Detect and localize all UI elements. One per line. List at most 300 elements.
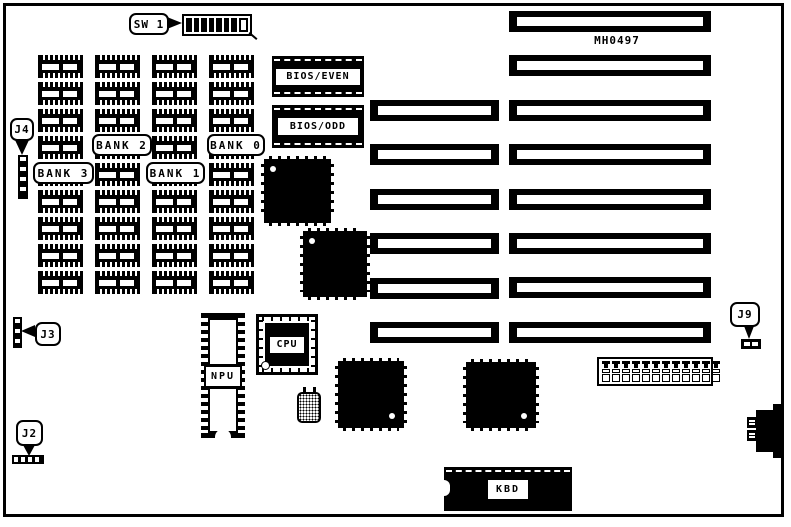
isa-slot-contact: [517, 195, 703, 204]
dram-chip-pins: [152, 100, 197, 105]
dram-chip: [38, 55, 83, 78]
isa-slot-contact: [517, 283, 703, 292]
din-pin-box: [747, 430, 757, 441]
din-pin-box: [747, 417, 757, 428]
dram-chip-body: [95, 114, 140, 127]
cpu-die: [265, 323, 309, 366]
dram-chip-pins: [152, 208, 197, 213]
dram-chip-window: [234, 64, 248, 70]
npu-socket-cavity: [210, 320, 236, 364]
j2-connector: [12, 455, 44, 464]
power-header-cell: [622, 361, 630, 382]
dram-chip-body: [38, 195, 83, 208]
cpu-socket-pins: [311, 320, 315, 369]
j4-connector: [18, 155, 28, 199]
dram-chip-body: [95, 276, 140, 289]
dram-chip-window: [156, 64, 173, 70]
dram-chip-body: [152, 114, 197, 127]
header-square: [682, 374, 690, 382]
keyboard-din-connector: [773, 404, 784, 458]
dram-chip: [38, 82, 83, 105]
dram-chip-body: [209, 222, 254, 235]
dram-chip-pins: [38, 208, 83, 213]
bank3-label: BANK 3: [33, 162, 94, 184]
qfp-pins: [367, 236, 370, 292]
dram-chip-window: [177, 199, 191, 205]
dip-switch-cell: [216, 18, 222, 32]
dram-chip-window: [213, 253, 230, 259]
dram-chip-body: [152, 60, 197, 73]
header-square: [642, 374, 650, 382]
dram-chip-window: [213, 172, 230, 178]
header-slit: [702, 369, 710, 373]
dram-chip-window: [120, 226, 134, 232]
dram-chip-pins: [95, 73, 140, 78]
dram-chip-body: [209, 114, 254, 127]
dram-chip-window: [42, 280, 59, 286]
dram-chip-window: [156, 253, 173, 259]
dram-chip: [152, 217, 197, 240]
qfp-pins: [343, 428, 399, 431]
kbd-controller-chip: [444, 467, 572, 511]
bank0-label: BANK 0: [207, 134, 265, 156]
dram-chip: [38, 190, 83, 213]
isa-slot-contact: [517, 61, 703, 70]
dram-chip: [95, 190, 140, 213]
j4-pointer-arrow: [15, 140, 29, 155]
isa-slot-short: [370, 233, 499, 254]
dip-switch: [182, 14, 252, 36]
dram-chip-window: [99, 226, 116, 232]
cpu-socket-pins: [262, 317, 312, 321]
dram-chip-window: [99, 91, 116, 97]
dram-chip: [95, 217, 140, 240]
header-pin-stem: [714, 364, 718, 368]
qfp-pins: [335, 366, 338, 423]
dram-chip-body: [209, 195, 254, 208]
dram-chip-body: [152, 141, 197, 154]
dram-chip-pins: [152, 73, 197, 78]
qfp-pin1-dot: [521, 413, 527, 419]
dram-chip-window: [177, 118, 191, 124]
header-pin-stem: [624, 364, 628, 368]
qfp-pins: [463, 367, 466, 423]
npu-socket-cavity: [210, 389, 236, 431]
j2-pointer-arrow: [23, 445, 35, 456]
header-square: [692, 374, 700, 382]
dram-chip-window: [156, 199, 173, 205]
dip-switch-cell: [224, 18, 230, 32]
dram-chip-window: [63, 118, 77, 124]
crystal-leg: [313, 387, 316, 394]
dram-chip-window: [120, 253, 134, 259]
header-pin-stem: [654, 364, 658, 368]
dram-chip: [95, 109, 140, 132]
dram-chip-pins: [38, 100, 83, 105]
dram-chip: [209, 109, 254, 132]
dram-chip: [152, 109, 197, 132]
dram-chip-pins: [209, 208, 254, 213]
isa-slot-contact: [378, 195, 491, 204]
dram-chip-window: [234, 118, 248, 124]
header-slit: [622, 369, 630, 373]
j9-callout: J9: [730, 302, 760, 327]
header-slit: [602, 369, 610, 373]
dram-chip-window: [99, 199, 116, 205]
kbd-label: KBD: [488, 480, 528, 499]
dram-chip-window: [63, 145, 77, 151]
j9-pin: [752, 342, 758, 346]
sw1-callout: SW 1: [129, 13, 169, 35]
dram-chip-window: [234, 226, 248, 232]
dram-chip-window: [63, 280, 77, 286]
header-pin-stem: [604, 364, 608, 368]
dram-chip-window: [234, 280, 248, 286]
dram-chip-window: [213, 118, 230, 124]
isa-slot-contact: [378, 150, 491, 159]
qfp-pins: [404, 366, 407, 423]
isa-slot-long: [509, 144, 711, 165]
qfp-pins: [269, 223, 326, 226]
qfp-pins: [261, 164, 264, 218]
dram-chip: [152, 190, 197, 213]
dram-chip-pins: [152, 289, 197, 294]
isa-slot-contact: [378, 106, 491, 115]
cpu-pin1-marker: [261, 361, 270, 370]
dram-chip-body: [38, 114, 83, 127]
qfp-pin1-dot: [270, 166, 276, 172]
dram-chip-body: [152, 249, 197, 262]
dram-chip-pins: [95, 235, 140, 240]
dram-chip-body: [95, 87, 140, 100]
qfp-pins: [471, 428, 531, 431]
qfp-pins: [300, 236, 303, 292]
dram-chip-pins: [209, 181, 254, 186]
bios-even-label: BIOS/EVEN: [276, 69, 360, 85]
dram-chip-window: [177, 145, 191, 151]
crystal-leg: [303, 387, 306, 394]
header-square: [652, 374, 660, 382]
dram-chip-pins: [95, 181, 140, 186]
dram-chip-body: [95, 195, 140, 208]
qfp-chip-2: [303, 231, 367, 297]
dram-chip-window: [42, 145, 59, 151]
npu-socket: [201, 313, 245, 438]
dram-chip-pins: [209, 262, 254, 267]
dram-chip-body: [38, 87, 83, 100]
header-slit: [692, 369, 700, 373]
dram-chip-window: [99, 118, 116, 124]
dram-chip-window: [213, 199, 230, 205]
isa-slot-short: [370, 189, 499, 210]
dram-chip: [209, 82, 254, 105]
power-header-cell: [702, 361, 710, 382]
dip-switch-cell: [239, 18, 249, 32]
dram-chip-window: [42, 253, 59, 259]
qfp-pins: [536, 367, 539, 423]
dram-chip-body: [38, 141, 83, 154]
dram-chip-window: [42, 199, 59, 205]
dram-chip: [152, 136, 197, 159]
dram-chip-pins: [38, 262, 83, 267]
qfp-pins: [308, 228, 362, 231]
dram-chip: [95, 55, 140, 78]
dram-chip: [38, 109, 83, 132]
dram-chip-pins: [152, 127, 197, 132]
dram-chip-body: [38, 60, 83, 73]
j3-callout: J3: [35, 322, 61, 346]
isa-slot-contact: [378, 328, 491, 337]
power-header-cell: [602, 361, 610, 382]
dram-chip: [95, 244, 140, 267]
dram-chip-pins: [38, 73, 83, 78]
dram-chip-body: [209, 87, 254, 100]
power-header-cell: [642, 361, 650, 382]
dram-chip-window: [120, 64, 134, 70]
dram-chip-pins: [95, 208, 140, 213]
dram-chip: [38, 217, 83, 240]
power-header-cell: [712, 361, 720, 382]
dram-chip-body: [95, 60, 140, 73]
dip-switch-cell: [194, 18, 200, 32]
dip-switch-cell: [201, 18, 207, 32]
j9-connector: [741, 339, 761, 349]
qfp-pin1-dot: [309, 238, 315, 244]
dram-chip-window: [177, 64, 191, 70]
dram-chip: [152, 82, 197, 105]
dram-chip-window: [99, 172, 116, 178]
dram-chip-window: [234, 172, 248, 178]
isa-slot-long: [509, 55, 711, 76]
dram-chip-window: [42, 226, 59, 232]
bios-even-chip: [272, 56, 364, 97]
dram-chip-body: [38, 276, 83, 289]
power-header-cell: [652, 361, 660, 382]
power-header-cell: [682, 361, 690, 382]
cpu-label: CPU: [270, 337, 304, 353]
dram-chip-body: [209, 60, 254, 73]
dram-chip-body: [95, 168, 140, 181]
header-slit: [642, 369, 650, 373]
dram-chip: [152, 271, 197, 294]
dip-switch-cell: [231, 18, 237, 32]
dip-switch-cell: [209, 18, 215, 32]
dram-chip-pins: [95, 289, 140, 294]
dram-chip-window: [234, 91, 248, 97]
dram-chip: [209, 244, 254, 267]
dram-chip-body: [209, 168, 254, 181]
cpu-socket-pins: [262, 368, 312, 372]
header-pin-stem: [674, 364, 678, 368]
dram-chip-window: [177, 91, 191, 97]
sw1-pointer-arrow: [167, 17, 182, 29]
header-square: [672, 374, 680, 382]
dram-chip-window: [42, 64, 59, 70]
header-slit: [652, 369, 660, 373]
dram-chip-pins: [209, 127, 254, 132]
dram-chip-body: [209, 276, 254, 289]
header-slit: [682, 369, 690, 373]
dram-chip-window: [213, 64, 230, 70]
dram-chip-window: [120, 199, 134, 205]
dram-chip-pins: [95, 262, 140, 267]
dram-chip: [209, 163, 254, 186]
header-square: [622, 374, 630, 382]
qfp-pins: [269, 156, 326, 159]
dram-chip-pins: [209, 289, 254, 294]
dram-chip: [95, 271, 140, 294]
header-square: [632, 374, 640, 382]
dram-chip-window: [99, 253, 116, 259]
dram-chip-window: [99, 280, 116, 286]
header-pin-stem: [704, 364, 708, 368]
qfp-chip-1: [264, 159, 331, 223]
crystal-oscillator: [297, 392, 321, 423]
bios-odd-label: BIOS/ODD: [278, 118, 358, 135]
qfp-pins: [308, 297, 362, 300]
dram-chip-body: [152, 87, 197, 100]
dram-chip-pins: [209, 235, 254, 240]
isa-slot-contact: [517, 239, 703, 248]
header-slit: [672, 369, 680, 373]
isa-slot-short: [370, 100, 499, 121]
dram-chip-window: [42, 91, 59, 97]
dram-chip: [152, 55, 197, 78]
header-square: [712, 374, 720, 382]
dram-chip: [209, 55, 254, 78]
dram-chip-window: [156, 118, 173, 124]
header-slit: [612, 369, 620, 373]
dram-chip-pins: [209, 73, 254, 78]
qfp-pin1-dot: [389, 413, 395, 419]
dram-chip-window: [120, 172, 134, 178]
qfp-chip-3: [338, 361, 404, 428]
isa-slot-short: [370, 144, 499, 165]
header-pin-stem: [644, 364, 648, 368]
bios-odd-chip: [272, 105, 364, 148]
power-header-cell: [662, 361, 670, 382]
dram-chip-window: [120, 118, 134, 124]
isa-slot-long: [509, 277, 711, 298]
dram-chip-window: [63, 64, 77, 70]
dram-chip-pins: [38, 289, 83, 294]
dram-chip: [38, 244, 83, 267]
dram-chip-body: [95, 249, 140, 262]
power-header-cell: [672, 361, 680, 382]
isa-slot-contact: [517, 17, 703, 26]
isa-slot-long: [509, 100, 711, 121]
isa-slot-long: [509, 233, 711, 254]
dram-chip-window: [120, 91, 134, 97]
dram-chip-window: [99, 64, 116, 70]
header-slit: [632, 369, 640, 373]
dram-chip-pins: [38, 235, 83, 240]
qfp-pins: [471, 359, 531, 362]
isa-slot-long: [509, 189, 711, 210]
dram-chip-window: [156, 91, 173, 97]
header-pin-stem: [684, 364, 688, 368]
header-pin-stem: [634, 364, 638, 368]
header-slit: [662, 369, 670, 373]
dram-chip: [209, 190, 254, 213]
dram-chip-window: [234, 199, 248, 205]
dram-chip-body: [38, 222, 83, 235]
dram-chip-window: [156, 145, 173, 151]
dram-chip-window: [63, 199, 77, 205]
j9-pointer-arrow: [744, 326, 754, 339]
dram-chip-body: [38, 249, 83, 262]
isa-slot-long: [509, 11, 711, 32]
dram-chip-body: [152, 276, 197, 289]
dram-chip-window: [177, 226, 191, 232]
power-header-cell: [632, 361, 640, 382]
dram-chip-body: [209, 249, 254, 262]
dram-chip-pins: [95, 100, 140, 105]
dram-chip-window: [234, 253, 248, 259]
dip-switch-cell: [186, 18, 192, 32]
dram-chip: [209, 217, 254, 240]
dram-chip-body: [95, 222, 140, 235]
dram-chip-window: [177, 280, 191, 286]
qfp-pins: [331, 164, 334, 218]
header-pin-stem: [664, 364, 668, 368]
power-header-cell: [612, 361, 620, 382]
isa-slot-contact: [517, 150, 703, 159]
dram-chip-pins: [95, 127, 140, 132]
dram-chip: [95, 163, 140, 186]
header-square: [612, 374, 620, 382]
j3-pointer-arrow: [21, 325, 35, 337]
dram-chip-pins: [209, 100, 254, 105]
isa-slot-long: [509, 322, 711, 343]
npu-socket-notch: [215, 429, 231, 438]
isa-slot-contact: [517, 106, 703, 115]
j9-pin: [744, 342, 750, 346]
j2-callout: J2: [16, 420, 43, 446]
isa-slot-short: [370, 322, 499, 343]
dram-chip: [38, 271, 83, 294]
header-square: [662, 374, 670, 382]
header-square: [702, 374, 710, 382]
isa-slot-contact: [517, 328, 703, 337]
dram-chip-window: [63, 91, 77, 97]
dram-chip: [95, 82, 140, 105]
dram-chip-window: [213, 280, 230, 286]
cpu-socket: [256, 314, 318, 375]
dram-chip-window: [177, 253, 191, 259]
dram-chip: [209, 271, 254, 294]
kbd-chip-notch: [444, 480, 450, 496]
dram-chip-window: [156, 226, 173, 232]
dram-chip-pins: [38, 154, 83, 159]
dram-chip-window: [63, 226, 77, 232]
j4-callout: J4: [10, 118, 34, 141]
dram-chip: [152, 244, 197, 267]
dram-chip-window: [213, 226, 230, 232]
header-pin-stem: [614, 364, 618, 368]
qfp-chip-4: [466, 362, 536, 428]
dram-chip-window: [213, 91, 230, 97]
header-slit: [712, 369, 720, 373]
power-header: [597, 357, 713, 386]
dram-chip-body: [152, 195, 197, 208]
dram-chip-body: [152, 222, 197, 235]
part-number: MH0497: [594, 34, 640, 47]
dram-chip-window: [42, 118, 59, 124]
header-pin-stem: [694, 364, 698, 368]
dram-chip-window: [156, 280, 173, 286]
isa-slot-contact: [378, 284, 491, 293]
